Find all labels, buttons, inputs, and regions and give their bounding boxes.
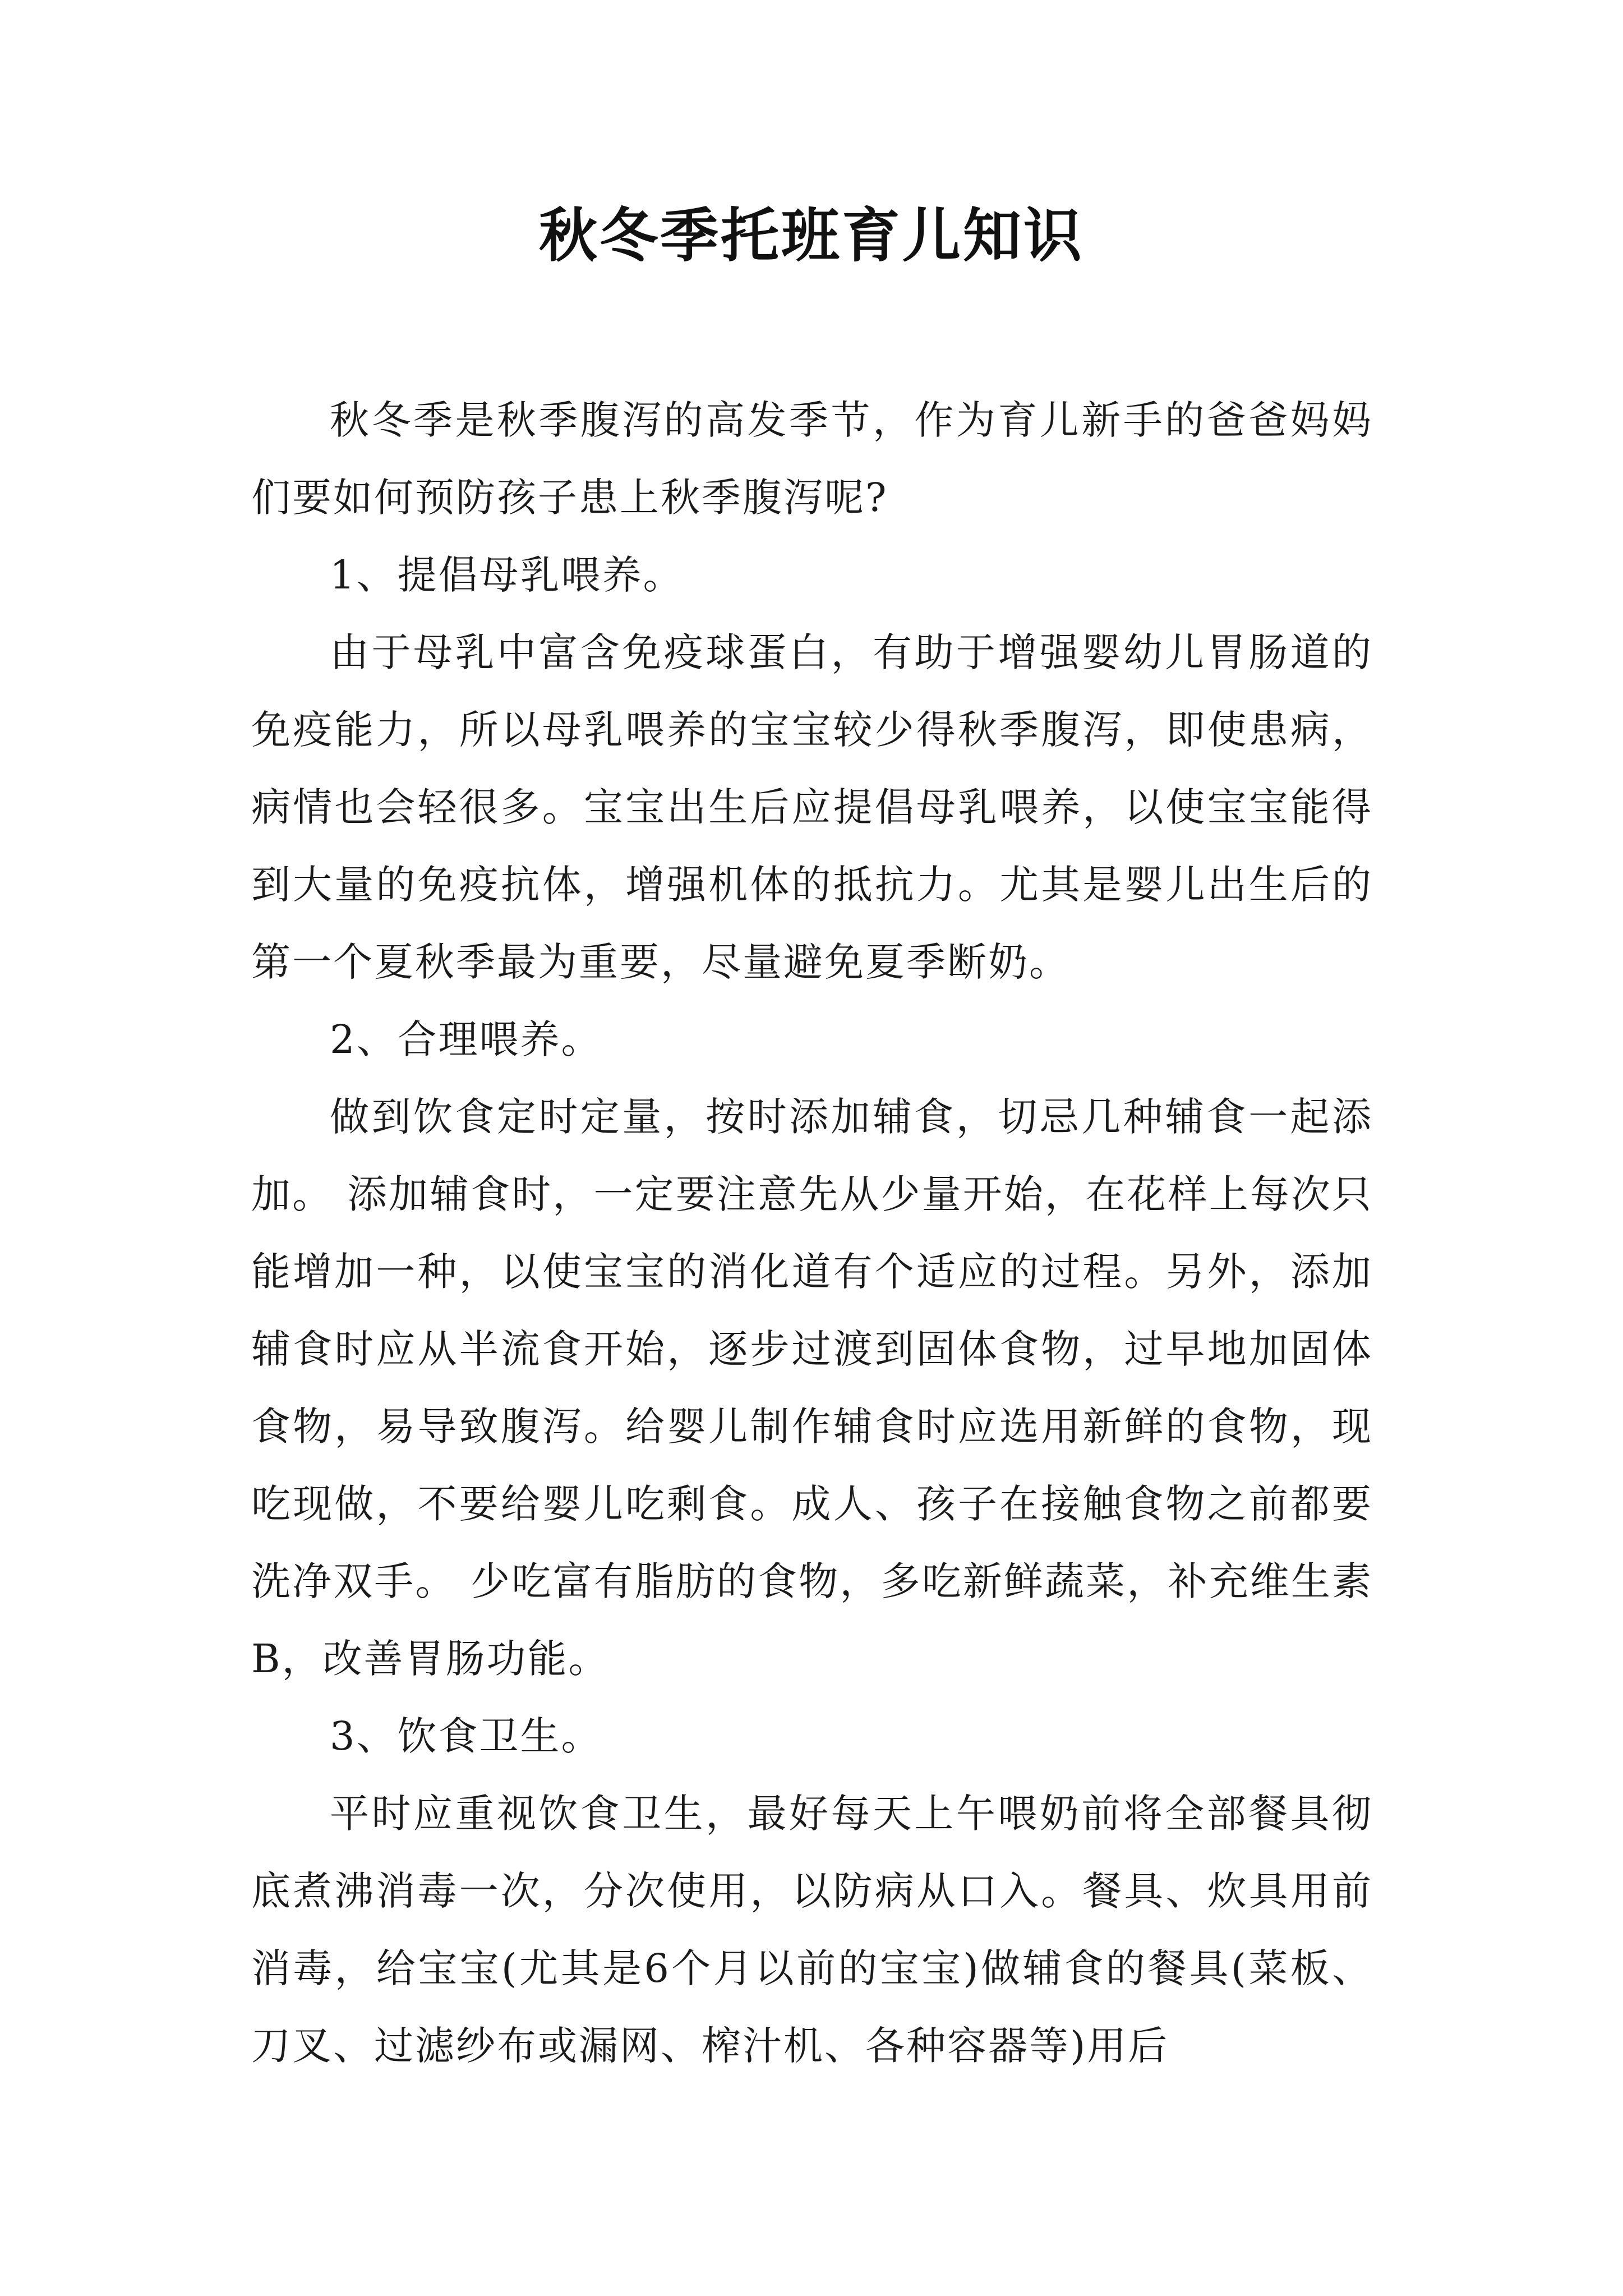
document-title: 秋冬季托班育儿知识 [538,201,1084,270]
heading-breastfeeding: 1、提倡母乳喂养。 [330,552,684,598]
heading-food-hygiene: 3、饮食卫生。 [330,1713,602,1759]
paragraph-intro: 秋冬季是秋季腹泻的高发季节，作为育儿新手的爸爸妈妈们要如何预防孩子患上秋季腹泻呢? [251,397,1373,521]
paragraph-food-hygiene: 平时应重视饮食卫生，最好每天上午喂奶前将全部餐具彻底煮沸消毒一次，分次使用，以防病从口入。餐具、炊具用前消毒，给宝宝(尤其是6个月以前的宝宝)做辅食的餐具(菜板、刀叉、过滤纱布或漏网、榨汁机、各种容器等)用后 [251,1791,1373,2069]
paragraph-reasonable-feeding: 做到饮食定时定量，按时添加辅食，切忌几种辅食一起添加。 添加辅食时，一定要注意先从少量开始，在花样上每次只能增加一种，以使宝宝的消化道有个适应的过程。另外，添加辅食时应从半流食开始，逐步过渡到固体食物，过早地加固体食物，易导致腹泻。给婴儿制作辅食时应选用新鲜的食物，现吃现做，不要给婴儿吃剩食。成人、孩子在接触食物之前都要洗净双手。 少吃富有脂肪的食物，多吃新鲜蔬菜，补充维生素B，改善胃肠功能。 [251,1094,1373,1682]
document-body [251,381,1373,2085]
paragraph-breastfeeding: 由于母乳中富含免疫球蛋白，有助于增强婴幼儿胃肠道的免疫能力，所以母乳喂养的宝宝较少得秋季腹泻，即使患病，病情也会轻很多。宝宝出生后应提倡母乳喂养，以使宝宝能得到大量的免疫抗体，增强机体的抵抗力。尤其是婴儿出生后的第一个夏秋季最为重要，尽量避免夏季断奶。 [251,629,1373,985]
heading-reasonable-feeding: 2、合理喂养。 [330,1016,602,1062]
